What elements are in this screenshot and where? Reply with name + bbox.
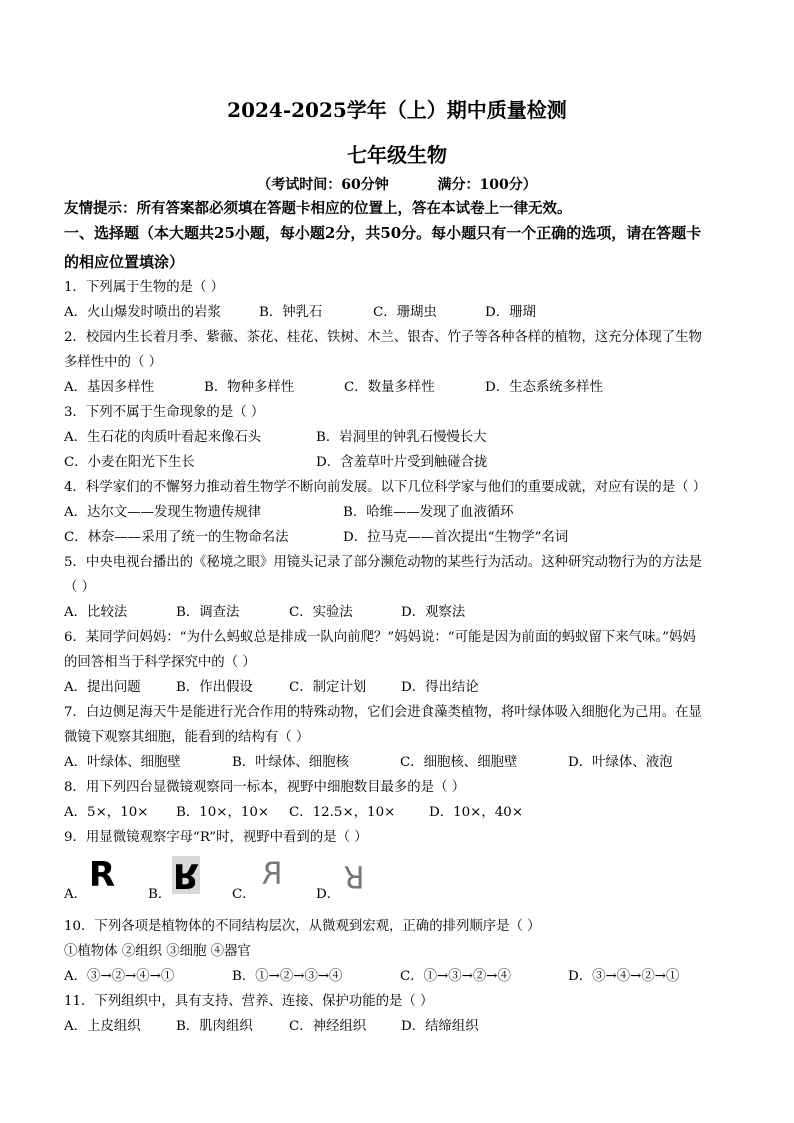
q9-option-a: A． <box>64 887 88 902</box>
q5-option-b: B．调查法 <box>176 605 240 620</box>
friendly-tip: 友情提示：所有答案都必须填在答题卡相应的位置上，答在本试卷上一律无效。 <box>64 200 572 217</box>
q8-option-b: B．10×，10× <box>176 805 270 820</box>
question-7-stem-cont: 微镜下观察其细胞，能看到的结构有（ ） <box>64 730 310 745</box>
exam-title: 2024-2025学年（上）期中质量检测 <box>227 98 567 122</box>
exam-info: （考试时间：60分钟 满分：100分） <box>257 177 537 193</box>
q2-option-a: A．基因多样性 <box>64 380 155 395</box>
q9-option-d: D． <box>316 887 341 902</box>
q6-option-c: C．制定计划 <box>289 680 367 695</box>
q4-option-c: C．林奈——采用了统一的生物命名法 <box>64 530 289 545</box>
q7-option-a: A．叶绿体、细胞壁 <box>64 755 181 770</box>
q9-option-c: C． <box>232 887 256 902</box>
q2-option-b: B．物种多样性 <box>204 380 295 395</box>
q1-option-a: A．火山爆发时喷出的岩浆 <box>64 305 221 320</box>
question-9-stem: 9．用显微镜观察字母“R”时，视野中看到的是（ ） <box>64 830 368 845</box>
q5-option-d: D．观察法 <box>401 605 466 620</box>
question-2-stem-cont: 多样性中的（ ） <box>64 355 162 370</box>
q10-option-d: D．③→④→②→① <box>568 969 680 984</box>
q3-option-c: C．小麦在阳光下生长 <box>64 455 195 470</box>
question-10-stem: 10．下列各项是植物体的不同结构层次，从微观到宏观，正确的排列顺序是（ ） <box>64 919 541 934</box>
q1-option-d: D．珊瑚 <box>485 305 536 320</box>
section-heading: 一、选择题（本大题共25小题，每小题2分，共50分。每小题只有一个正确的选项，请在答题卡 <box>64 224 702 242</box>
q9-option-b: B． <box>148 887 172 902</box>
question-2-stem: 2．校园内生长着月季、紫薇、茶花、桂花、铁树、木兰、银杏、竹子等各种各样的植物，这充分体现了生物 <box>64 330 702 345</box>
q2-option-d: D．生态系统多样性 <box>485 380 603 395</box>
question-4-stem: 4．科学家们的不懈努力推动着生物学不断向前发展。以下几位科学家与他们的重要成就，对应有误的是（ ） <box>64 480 707 495</box>
q1-option-c: C．珊瑚虫 <box>373 305 437 320</box>
q10-option-a: A．③→②→④→① <box>64 969 175 984</box>
question-10-items: ①植物体 ②组织 ③细胞 ④器官 <box>64 944 251 959</box>
q11-option-a: A．上皮组织 <box>64 1019 141 1034</box>
exam-subject: 七年级生物 <box>347 143 447 167</box>
q3-option-a: A．生石花的肉质叶看起来像石头 <box>64 430 262 445</box>
q6-option-a: A．提出问题 <box>64 680 141 695</box>
question-8-stem: 8．用下列四台显微镜观察同一标本，视野中细胞数目最多的是（ ） <box>64 780 466 795</box>
q6-option-d: D．得出结论 <box>401 680 479 695</box>
question-11-stem: 11．下列组织中，具有支持、营养、连接、保护功能的是（ ） <box>64 994 434 1009</box>
q6-option-b: B．作出假设 <box>176 680 253 695</box>
q3-option-b: B．岩洞里的钟乳石慢慢长大 <box>316 430 487 445</box>
q7-option-b: B．叶绿体、细胞核 <box>232 755 349 770</box>
question-5-stem: 5．中央电视台播出的《秘境之眼》用镜头记录了部分濒危动物的某些行为活动。这种研究动物行为的方法是 <box>64 555 702 570</box>
q11-option-d: D．结缔组织 <box>401 1019 479 1034</box>
q11-option-c: C．神经组织 <box>289 1019 367 1034</box>
q10-option-b: B．①→②→③→④ <box>232 969 343 984</box>
q9-image-d: R <box>343 858 365 893</box>
q2-option-c: C．数量多样性 <box>344 380 435 395</box>
question-3-stem: 3．下列不属于生命现象的是（ ） <box>64 405 265 420</box>
question-6-stem: 6．某同学问妈妈：“为什么蚂蚁总是排成一队向前爬？”妈妈说：“可能是因为前面的蚂蚁留下来气味。”妈妈 <box>64 630 696 645</box>
question-6-stem-cont: 的回答相当于科学探究中的（ ） <box>64 655 256 670</box>
q4-option-a: A．达尔文——发现生物遗传规律 <box>64 505 262 520</box>
q7-option-c: C．细胞核、细胞壁 <box>400 755 518 770</box>
q11-option-b: B．肌肉组织 <box>176 1019 253 1034</box>
q3-option-d: D．含羞草叶片受到触碰合拢 <box>316 455 488 470</box>
q8-option-c: C．12.5×，10× <box>289 805 396 820</box>
q4-option-b: B．哈维——发现了血液循环 <box>343 505 514 520</box>
question-5-stem-cont: （ ） <box>64 580 96 595</box>
q9-image-a: R <box>88 855 116 895</box>
section-heading-cont: 的相应位置填涂） <box>64 253 185 271</box>
q10-option-c: C．①→③→②→④ <box>400 969 511 984</box>
q5-option-c: C．实验法 <box>289 605 353 620</box>
q1-option-b: B．钟乳石 <box>259 305 323 320</box>
question-1-stem: 1．下列属于生物的是（ ） <box>64 280 225 295</box>
q4-option-d: D．拉马克——首次提出“生物学”名词 <box>343 530 569 545</box>
q8-option-d: D．10×，40× <box>429 805 524 820</box>
q7-option-d: D．叶绿体、液泡 <box>568 755 673 770</box>
q8-option-a: A．5×，10× <box>64 805 149 820</box>
q9-image-c: R <box>261 857 283 892</box>
q5-option-a: A．比较法 <box>64 605 128 620</box>
q9-image-b: R <box>172 855 200 895</box>
question-7-stem: 7．白边侧足海天牛是能进行光合作用的特殊动物，它们会进食藻类植物，将叶绿体吸入细胞化为己用。在显 <box>64 705 702 720</box>
